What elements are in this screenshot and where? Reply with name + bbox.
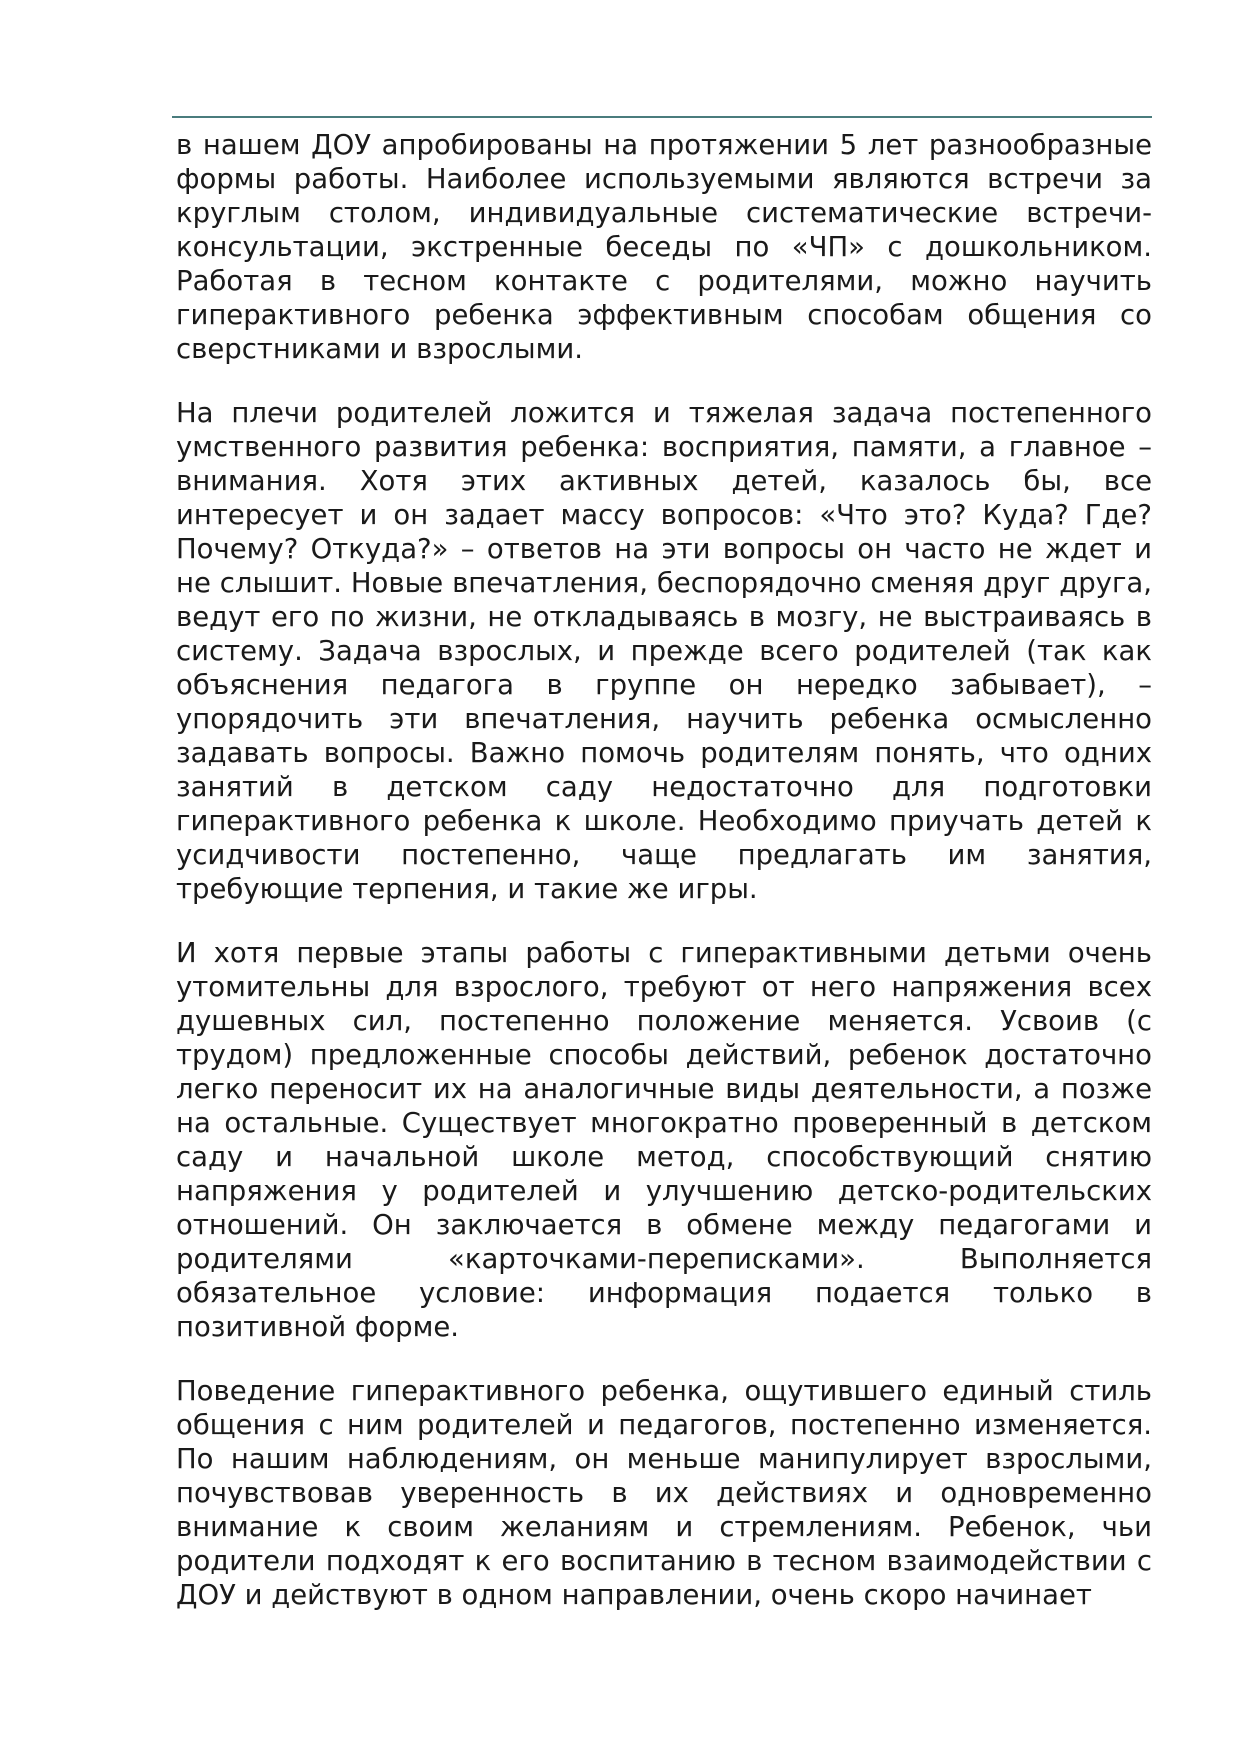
- header-rule: [172, 116, 1152, 118]
- body-text: [176, 128, 1152, 1612]
- paragraph-4: Поведение гиперактивного ребенка, ощутившего единый стиль общения с ним родителей и педагогов, постепенно изменяется. По нашим наблюдениям, он меньше манипулирует взрослыми, почувствовав уверенность в их действиях и одновременно внимание к своим желаниям и стремлениям. Ребенок, чьи родители подходят к его воспитанию в тесном взаимодействии с ДОУ и действуют в одном направлении, очень скоро начинает: [176, 1375, 1152, 1611]
- paragraph-1: в нашем ДОУ апробированы на протяжении 5 лет разнообразные формы работы. Наиболее используемыми являются встречи за круглым столом, индивидуальные систематические встречи-консультации, экстренные беседы по «ЧП» с дошкольником. Работая в тесном контакте с родителями, можно научить гиперактивного ребенка эффективным способам общения со сверстниками и взрослыми.: [176, 129, 1152, 365]
- paragraph-3: И хотя первые этапы работы с гиперактивными детьми очень утомительны для взрослого, требуют от него напряжения всех душевных сил, постепенно положение меняется. Усвоив (с трудом) предложенные способы действий, ребенок достаточно легко переносит их на аналогичные виды деятельности, а позже на остальные. Существует многократно проверенный в детском саду и начальной школе метод, способствующий снятию напряжения у родителей и улучшению детско-родительских отношений. Он заключается в обмене между педагогами и родителями «карточками-переписками». Выполняется обязательное условие: информация подается только в позитивной форме.: [176, 937, 1152, 1343]
- paragraph-2: На плечи родителей ложится и тяжелая задача постепенного умственного развития ребенка: восприятия, памяти, а главное – внимания. Хотя этих активных детей, казалось бы, все интересует и он задает массу вопросов: «Что это? Куда? Где? Почему? Откуда?» – ответов на эти вопросы он часто не ждет и не слышит. Новые впечатления, беспорядочно сменяя друг друга, ведут его по жизни, не откладываясь в мозгу, не выстраиваясь в систему. Задача взрослых, и прежде всего родителей (так как объяснения педагога в группе он нередко забывает), – упорядочить эти впечатления, научить ребенка осмысленно задавать вопросы. Важно помочь родителям понять, что одних занятий в детском саду недостаточно для подготовки гиперактивного ребенка к школе. Необходимо приучать детей к усидчивости постепенно, чаще предлагать им занятия, требующие терпения, и такие же игры.: [176, 397, 1152, 905]
